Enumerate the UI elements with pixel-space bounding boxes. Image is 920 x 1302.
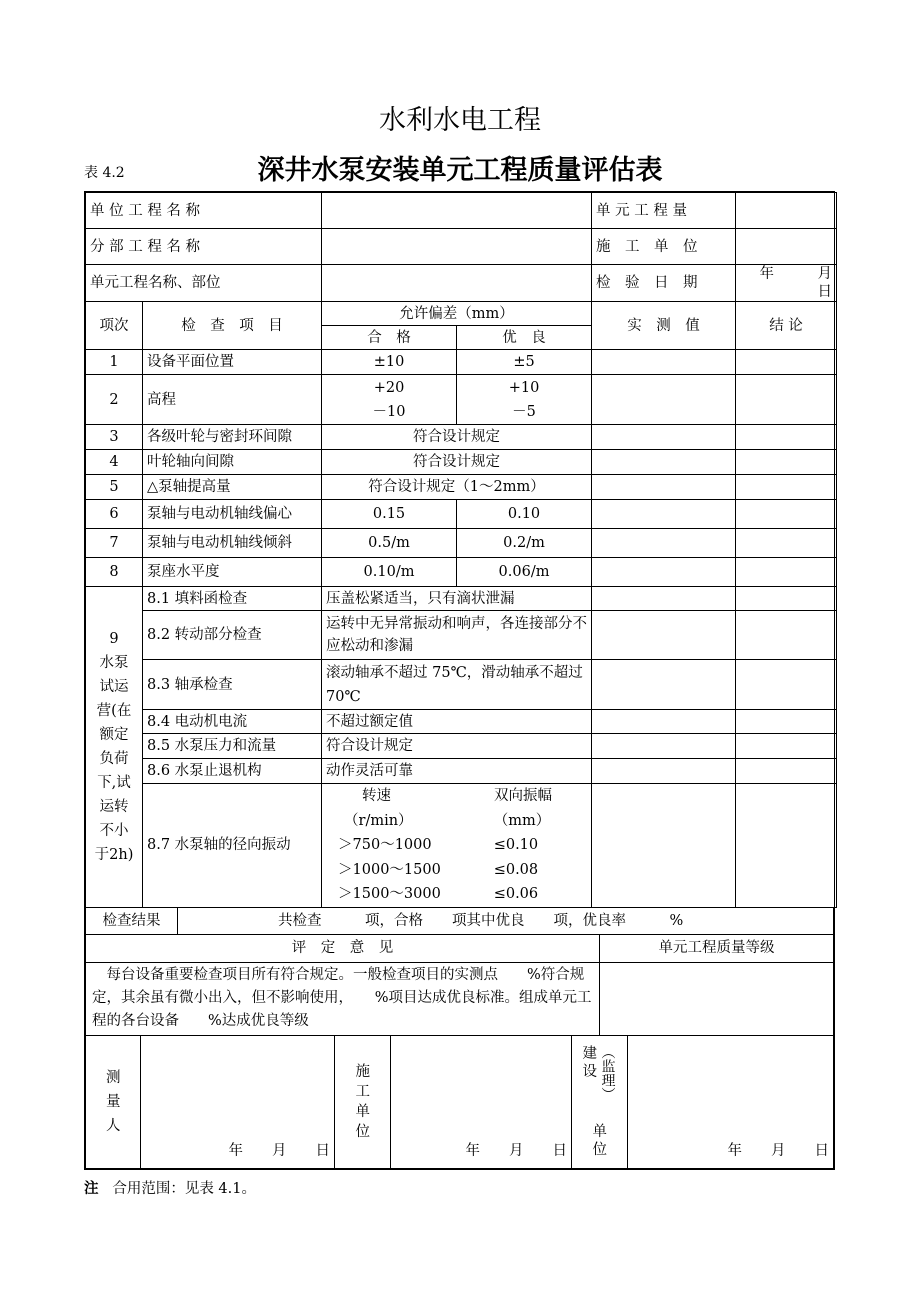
sub-project-name-field[interactable] bbox=[322, 229, 592, 265]
measured-cell[interactable] bbox=[592, 611, 736, 660]
conclusion-cell[interactable] bbox=[736, 425, 837, 450]
conclusion-cell[interactable] bbox=[736, 350, 837, 375]
col-no: 项次 bbox=[86, 302, 143, 350]
owner-label-c: 单位 bbox=[592, 1123, 607, 1158]
measured-cell[interactable] bbox=[592, 425, 736, 450]
row-requirement: 符合设计规定 bbox=[322, 734, 592, 759]
col-item: 检 查 项 目 bbox=[143, 302, 322, 350]
unit-project-name-field[interactable] bbox=[322, 193, 592, 229]
measured-cell[interactable] bbox=[592, 660, 736, 710]
row-item: 泵轴与电动机轴线倾斜 bbox=[143, 529, 322, 558]
measured-cell[interactable] bbox=[592, 475, 736, 500]
table-row bbox=[86, 710, 837, 734]
supertitle: 水利水电工程 bbox=[379, 105, 541, 136]
table-row bbox=[86, 558, 837, 587]
construction-unit-label: 施 工 单 位 bbox=[592, 229, 736, 265]
construction-unit-field[interactable] bbox=[736, 229, 837, 265]
sub-project-name-label: 分 部 工 程 名 称 bbox=[86, 229, 322, 265]
row-requirement: 压盖松紧适当，只有滴状泄漏 bbox=[322, 587, 592, 611]
measured-cell[interactable] bbox=[592, 558, 736, 587]
table-number: 表 4.2 bbox=[84, 165, 125, 181]
row-no: 7 bbox=[86, 529, 143, 558]
conclusion-cell[interactable] bbox=[736, 734, 837, 759]
col-measured: 实 测 值 bbox=[592, 302, 736, 350]
row-no: 1 bbox=[86, 350, 143, 375]
measurer-label: 测量人 bbox=[86, 1036, 141, 1169]
col-qualified: 合 格 bbox=[322, 326, 457, 350]
table-row bbox=[86, 500, 837, 529]
measured-cell[interactable] bbox=[592, 734, 736, 759]
measured-cell[interactable] bbox=[592, 375, 736, 425]
row-requirement: 不超过额定值 bbox=[322, 710, 592, 734]
construction-label: 施工单位 bbox=[335, 1036, 391, 1169]
row-tolerance: 符合设计规定 bbox=[322, 425, 592, 450]
row-qualified: 0.5/m bbox=[322, 529, 457, 558]
unit-project-name-label: 单 位 工 程 名 称 bbox=[86, 193, 322, 229]
construction-sign[interactable] bbox=[391, 1036, 572, 1169]
conclusion-cell[interactable] bbox=[736, 759, 837, 784]
result-label: 检查结果 bbox=[86, 908, 178, 935]
table-row bbox=[86, 450, 837, 475]
opinion-text: 每台设备重要检查项目所有符合规定。一般检查项目的实测点 %符合规定，其余虽有微小出入，但不影响使用， %项目达成优良标准。组成单元工程的各台设备 %达成优良等级 bbox=[86, 962, 600, 1035]
row-tolerance: 符合设计规定 bbox=[322, 450, 592, 475]
row-item: 8.7 水泵轴的径向振动 bbox=[143, 784, 322, 908]
owner-label-a: 建设 bbox=[582, 1045, 597, 1080]
row-no: 8 bbox=[86, 558, 143, 587]
table-row bbox=[86, 375, 837, 425]
row-no: 2 bbox=[86, 375, 143, 425]
vib-head-amp: 双向振幅 bbox=[493, 788, 552, 805]
grade-label: 单元工程质量等级 bbox=[600, 935, 834, 962]
evaluation-table bbox=[84, 191, 876, 1170]
conclusion-cell[interactable] bbox=[736, 587, 837, 611]
unit-work-name-label: 单元工程名称、部位 bbox=[86, 265, 322, 302]
row-excellent: 0.2/m bbox=[457, 529, 592, 558]
table-row bbox=[86, 425, 837, 450]
vib-amp: ≤0.06 bbox=[493, 886, 539, 903]
table-row bbox=[86, 350, 837, 375]
row-excellent: 0.10 bbox=[457, 500, 592, 529]
row-item: 8.3 轴承检查 bbox=[143, 660, 322, 710]
row-no: 5 bbox=[86, 475, 143, 500]
page-title: 深井水泵安装单元工程质量评估表 bbox=[257, 155, 663, 186]
table-row bbox=[86, 784, 837, 908]
measured-cell[interactable] bbox=[592, 450, 736, 475]
measured-cell[interactable] bbox=[592, 350, 736, 375]
row-item: 8.1 填料函检查 bbox=[143, 587, 322, 611]
construction-date: 年 月 日 bbox=[465, 1143, 567, 1159]
measured-cell[interactable] bbox=[592, 529, 736, 558]
measured-cell[interactable] bbox=[592, 784, 736, 908]
table-row bbox=[86, 587, 837, 611]
row-no: 4 bbox=[86, 450, 143, 475]
conclusion-cell[interactable] bbox=[736, 375, 837, 425]
conclusion-cell[interactable] bbox=[736, 710, 837, 734]
vib-speed: ＞1000～1500 bbox=[338, 861, 441, 878]
measured-cell[interactable] bbox=[592, 710, 736, 734]
inspection-date-label: 检 验 日 期 bbox=[592, 265, 736, 302]
col-tolerance: 允许偏差（mm） bbox=[322, 302, 592, 326]
row-item: 高程 bbox=[143, 375, 322, 425]
table-row bbox=[86, 734, 837, 759]
row-item: 8.4 电动机电流 bbox=[143, 710, 322, 734]
measurer-date: 年 月 日 bbox=[228, 1143, 330, 1159]
owner-date: 年 月 日 bbox=[727, 1143, 829, 1159]
vib-head-speed: 转速 bbox=[362, 788, 392, 805]
conclusion-cell[interactable] bbox=[736, 660, 837, 710]
measured-cell[interactable] bbox=[592, 759, 736, 784]
result-text[interactable]: 共检查 项，合格 项其中优良 项，优良率 % bbox=[178, 908, 834, 935]
row-requirement: 滚动轴承不超过 75℃，滑动轴承不超过 70℃ bbox=[322, 660, 592, 710]
col-conclusion: 结 论 bbox=[736, 302, 837, 350]
opinion-label: 评 定 意 见 bbox=[86, 935, 600, 962]
conclusion-cell[interactable] bbox=[736, 784, 837, 908]
row-qualified: 0.15 bbox=[322, 500, 457, 529]
row-excellent: 0.06/m bbox=[457, 558, 592, 587]
conclusion-cell[interactable] bbox=[736, 529, 837, 558]
conclusion-cell[interactable] bbox=[736, 450, 837, 475]
row-item: 8.5 水泵压力和流量 bbox=[143, 734, 322, 759]
row-item: 叶轮轴向间隙 bbox=[143, 450, 322, 475]
grade-field[interactable] bbox=[600, 962, 834, 1035]
row-item: △泵轴提高量 bbox=[143, 475, 322, 500]
row-qualified: ±10 bbox=[322, 350, 457, 375]
col-excellent: 优 良 bbox=[457, 326, 592, 350]
trial-run-label: 9 水泵 试运 营(在 额定 负荷 下,试 运转 不小 于2h) bbox=[86, 587, 143, 908]
measured-cell[interactable] bbox=[592, 587, 736, 611]
row-item: 8.2 转动部分检查 bbox=[143, 611, 322, 660]
row-qualified: +20 －10 bbox=[322, 375, 457, 425]
row-no: 3 bbox=[86, 425, 143, 450]
vib-speed: ＞750～1000 bbox=[338, 837, 432, 854]
unit-work-name-field[interactable] bbox=[322, 265, 592, 302]
table-row bbox=[86, 611, 837, 660]
table-row bbox=[86, 759, 837, 784]
owner-label bbox=[572, 1036, 628, 1169]
note-text: 合用范围：见表 4.1。 bbox=[112, 1181, 256, 1197]
row-requirement: 动作灵活可靠 bbox=[322, 759, 592, 784]
vib-speed: ＞1500～3000 bbox=[338, 886, 441, 903]
conclusion-cell[interactable] bbox=[736, 611, 837, 660]
unit-work-amount-label: 单 元 工 程 量 bbox=[592, 193, 736, 229]
note bbox=[84, 1177, 256, 1198]
unit-work-amount-field[interactable] bbox=[736, 193, 837, 229]
inspection-date-field[interactable]: 年 月 日 bbox=[736, 265, 837, 302]
vib-amp: ≤0.10 bbox=[493, 837, 539, 854]
row-item: 泵轴与电动机轴线偏心 bbox=[143, 500, 322, 529]
conclusion-cell[interactable] bbox=[736, 500, 837, 529]
vib-amp: ≤0.08 bbox=[493, 861, 539, 878]
row-requirement: 运转中无异常振动和响声，各连接部分不应松动和渗漏 bbox=[322, 611, 592, 660]
vibration-table bbox=[322, 784, 592, 908]
vib-unit-speed: （r/min） bbox=[344, 812, 413, 829]
table-row bbox=[86, 529, 837, 558]
row-qualified: 0.10/m bbox=[322, 558, 457, 587]
conclusion-cell[interactable] bbox=[736, 475, 837, 500]
row-no: 6 bbox=[86, 500, 143, 529]
row-item: 泵座水平度 bbox=[143, 558, 322, 587]
owner-sign[interactable] bbox=[628, 1036, 834, 1169]
row-tolerance: 符合设计规定（1～2mm） bbox=[322, 475, 592, 500]
row-excellent: +10 －5 bbox=[457, 375, 592, 425]
row-excellent: ±5 bbox=[457, 350, 592, 375]
row-item: 8.6 水泵止退机构 bbox=[143, 759, 322, 784]
vib-unit-amp: （mm） bbox=[493, 812, 551, 829]
measured-cell[interactable] bbox=[592, 500, 736, 529]
owner-label-b: （监理） bbox=[599, 1044, 616, 1101]
table-row bbox=[86, 660, 837, 710]
conclusion-cell[interactable] bbox=[736, 558, 837, 587]
measurer-sign[interactable] bbox=[141, 1036, 335, 1169]
table-row bbox=[86, 475, 837, 500]
row-item: 各级叶轮与密封环间隙 bbox=[143, 425, 322, 450]
row-item: 设备平面位置 bbox=[143, 350, 322, 375]
note-label: 注 bbox=[84, 1180, 99, 1197]
